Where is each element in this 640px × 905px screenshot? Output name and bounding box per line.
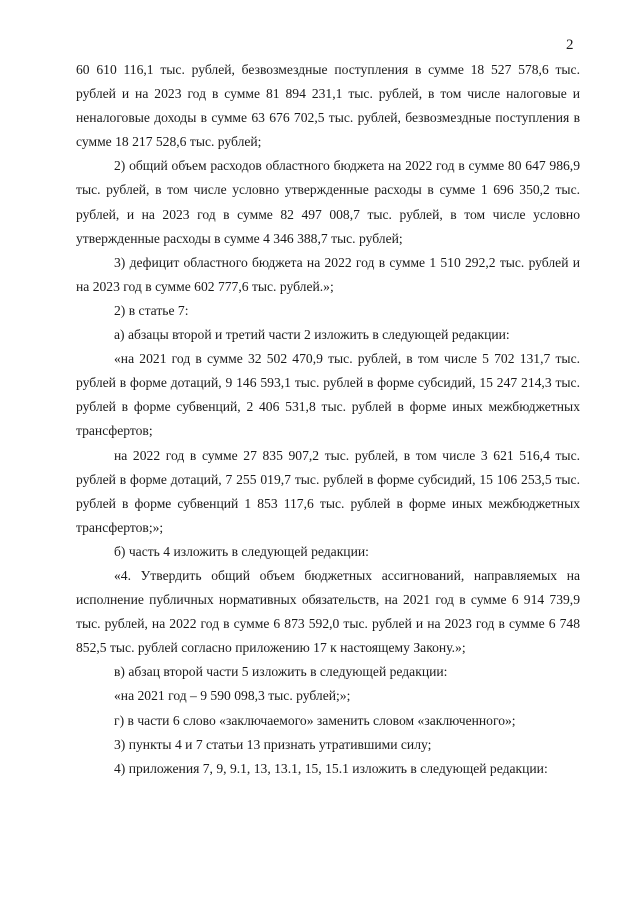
paragraph-transfers-2021: «на 2021 год в сумме 32 502 470,9 тыс. рублей, в том числе 5 702 131,7 тыс. рублей в форме дотаций, 9 146 593,1 тыс. рублей в форме субсидий, 15 247 214,3 тыс. рублей в форме субвенций, 2 406 531,8 тыс. рублей в форме иных межбюджетных трансфертов; — [76, 351, 580, 439]
paragraph-amendment-b: б) часть 4 изложить в следующей редакции: — [114, 543, 369, 559]
page-number: 2 — [566, 37, 574, 53]
paragraph-amendment-a: а) абзацы второй и третий части 2 изложить в следующей редакции: — [114, 327, 510, 343]
paragraph-budget-deficit: 3) дефицит областного бюджета на 2022 год в сумме 1 510 292,2 тыс. рублей и на 2023 год в сумме 602 777,6 тыс. рублей.»; — [76, 254, 580, 294]
paragraph-appendices: 4) приложения 7, 9, 9.1, 13, 13.1, 15, 15.1 изложить в следующей редакции: — [114, 760, 548, 776]
paragraph-amendment-v: в) абзац второй части 5 изложить в следующей редакции: — [114, 664, 448, 680]
document-body — [76, 58, 580, 781]
paragraph-expenditure-total: 2) общий объем расходов областного бюджета на 2022 год в сумме 80 647 986,9 тыс. рублей, в том числе условно утвержденные расходы в сумме 1 696 350,2 тыс. рублей, и на 2023 год в сумме 82 497 008,7 тыс. рублей, в том числе условно утвержденные расходы в сумме 4 346 388,7 тыс. рублей; — [76, 158, 580, 246]
paragraph-amendment-g: г) в части 6 слово «заключаемого» заменить словом «заключенного»; — [114, 712, 516, 728]
paragraph-transfers-2022: на 2022 год в сумме 27 835 907,2 тыс. рублей, в том числе 3 621 516,4 тыс. рублей в форме дотаций, 7 255 019,7 тыс. рублей в форме субсидий, 15 106 253,5 тыс. рублей в форме субвенций 1 853 117,6 тыс. рублей в форме иных межбюджетных трансфертов;»; — [76, 447, 580, 535]
paragraph-public-obligations: «4. Утвердить общий объем бюджетных ассигнований, направляемых на исполнение публичных нормативных обязательств, на 2021 год в сумме 6 914 739,9 тыс. рублей, на 2022 год в сумме 6 873 592,0 тыс. рублей и на 2023 год в сумме 6 748 852,5 тыс. рублей согласно приложению 17 к настоящему Закону.»; — [76, 567, 580, 656]
paragraph-article-7-heading: 2) в статье 7: — [114, 302, 189, 318]
paragraph-amount-2021: «на 2021 год – 9 590 098,3 тыс. рублей;»; — [114, 688, 351, 704]
paragraph-article-13-repeal: 3) пункты 4 и 7 статьи 13 признать утратившими силу; — [114, 736, 432, 752]
paragraph-revenue-continuation: 60 610 116,1 тыс. рублей, безвозмездные поступления в сумме 18 527 578,6 тыс. рублей и на 2023 год в сумме 81 894 231,1 тыс. рублей, в том числе налоговые и неналоговые доходы в сумме 63 676 702,5 тыс. рублей, безвозмездные поступления в сумме 18 217 528,6 тыс. рублей; — [76, 62, 580, 150]
